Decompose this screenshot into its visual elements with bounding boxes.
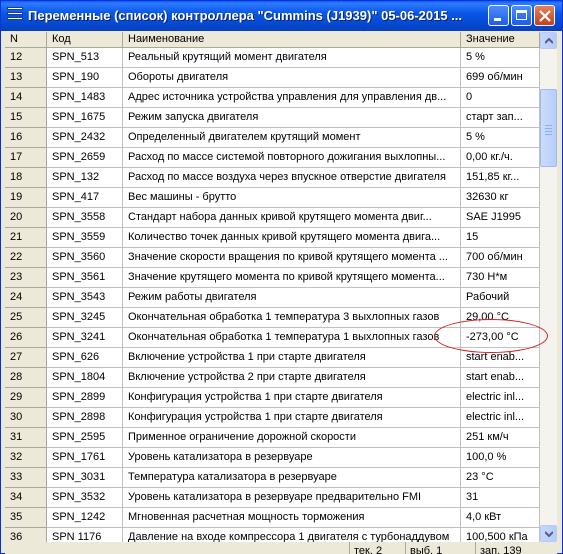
cell-code: SPN_3558 <box>47 208 123 228</box>
cell-value: 4,0 кВт <box>461 508 540 528</box>
table-row[interactable] <box>5 528 540 542</box>
cell-value: SAE J1995 <box>461 208 540 228</box>
cell-name: Уровень катализатора в резервуаре предварительно FMI <box>123 488 461 508</box>
cell-value: start enab... <box>461 368 540 388</box>
cell-code: SPN_3245 <box>47 308 123 328</box>
window-title: Переменные (список) контроллера "Cummins (J1939)" 05-06-2015 ... <box>28 8 463 23</box>
cell-code: SPN_2899 <box>47 388 123 408</box>
column-header-n[interactable]: N <box>5 32 47 48</box>
cell-name: Конфигурация устройства 1 при старте двигателя <box>123 408 461 428</box>
cell-code: SPN_1804 <box>47 368 123 388</box>
status-current: тек. 2 <box>349 542 401 554</box>
cell-n: 18 <box>5 168 47 188</box>
cell-code: SPN_3561 <box>47 268 123 288</box>
cell-value: 5 % <box>461 128 540 148</box>
cell-value: Рабочий <box>461 288 540 308</box>
table-row[interactable] <box>5 88 540 108</box>
cell-value: 23 °C <box>461 468 540 488</box>
cell-value: старт зап... <box>461 108 540 128</box>
cell-n: 23 <box>5 268 47 288</box>
cell-name: Значение крутящего момента по кривой крутящего момента... <box>123 268 461 288</box>
arrow-down-icon <box>545 531 553 537</box>
cell-name: Расход по массе воздуха через впускное отверстие двигателя <box>123 168 461 188</box>
cell-n: 15 <box>5 108 47 128</box>
arrow-up-icon <box>545 38 553 44</box>
cell-code: SPN_513 <box>47 48 123 68</box>
cell-n: 13 <box>5 68 47 88</box>
cell-n: 33 <box>5 468 47 488</box>
cell-value: -273,00 °C <box>461 328 540 348</box>
cell-value: 151,85 кг... <box>461 168 540 188</box>
cell-code: SPN_3532 <box>47 488 123 508</box>
cell-n: 28 <box>5 368 47 388</box>
cell-name: Окончательная обработка 1 температура 3 выхлопных газов <box>123 308 461 328</box>
close-button[interactable] <box>534 5 555 26</box>
cell-n: 36 <box>5 528 47 542</box>
cell-name: Включение устройства 1 при старте двигателя <box>123 348 461 368</box>
cell-value: electric inl... <box>461 388 540 408</box>
cell-value: 0 <box>461 88 540 108</box>
cell-n: 34 <box>5 488 47 508</box>
close-icon <box>539 10 551 22</box>
table-row[interactable] <box>5 468 540 488</box>
cell-name: Давление на входе компрессора 1 двигателя с турбонаддувом <box>123 528 461 542</box>
cell-value: 700 об/мин <box>461 248 540 268</box>
table-row[interactable] <box>5 488 540 508</box>
scrollbar-thumb[interactable] <box>540 89 557 167</box>
cell-name: Реальный крутящий момент двигателя <box>123 48 461 68</box>
cell-code: SPN_417 <box>47 188 123 208</box>
cell-name: Применное ограничение дорожной скорости <box>123 428 461 448</box>
cell-value: 5 % <box>461 48 540 68</box>
cell-n: 21 <box>5 228 47 248</box>
cell-n: 30 <box>5 408 47 428</box>
cell-value: 15 <box>461 228 540 248</box>
cell-value: 699 об/мин <box>461 68 540 88</box>
status-selected: выб. 1 <box>405 542 473 554</box>
status-bar <box>5 542 557 554</box>
cell-n: 27 <box>5 348 47 368</box>
table-row[interactable] <box>5 428 540 448</box>
cell-code: SPN_2659 <box>47 148 123 168</box>
table-row[interactable] <box>5 168 540 188</box>
cell-value: 730 Н*м <box>461 268 540 288</box>
table-row[interactable] <box>5 508 540 528</box>
cell-name: Значение скорости вращения по кривой крутящего момента ... <box>123 248 461 268</box>
cell-name: Вес машины - брутто <box>123 188 461 208</box>
scroll-down-button[interactable] <box>540 525 557 542</box>
cell-value: start enab... <box>461 348 540 368</box>
scroll-up-button[interactable] <box>540 32 557 49</box>
table-row[interactable] <box>5 68 540 88</box>
cell-n: 17 <box>5 148 47 168</box>
cell-code: SPN_1761 <box>47 448 123 468</box>
red-annotation-ellipse <box>434 319 548 353</box>
column-header-code[interactable]: Код <box>47 32 123 48</box>
table-header <box>5 32 540 48</box>
cell-name: Расход по массе системой повторного дожигания выхлопны... <box>123 148 461 168</box>
cell-name: Включение устройства 2 при старте двигателя <box>123 368 461 388</box>
cell-code: SPN_3560 <box>47 248 123 268</box>
cell-name: Стандарт набора данных кривой крутящего момента двиг... <box>123 208 461 228</box>
cell-n: 29 <box>5 388 47 408</box>
status-records: зап. 139 <box>475 542 555 554</box>
cell-name: Окончательная обработка 1 температура 1 выхлопных газов <box>123 328 461 348</box>
cell-n: 24 <box>5 288 47 308</box>
cell-n: 32 <box>5 448 47 468</box>
window-menu-icon[interactable] <box>7 7 23 24</box>
table-row[interactable] <box>5 228 540 248</box>
table-row[interactable] <box>5 408 540 428</box>
cell-n: 14 <box>5 88 47 108</box>
table-row[interactable] <box>5 368 540 388</box>
cell-name: Обороты двигателя <box>123 68 461 88</box>
cell-value: 32630 кг <box>461 188 540 208</box>
table-row[interactable] <box>5 268 540 288</box>
table-row[interactable] <box>5 128 540 148</box>
title-bar[interactable] <box>1 1 562 31</box>
table-row[interactable] <box>5 188 540 208</box>
cell-name: Количество точек данных кривой крутящего момента двига... <box>123 228 461 248</box>
cell-code: SPN 1176 <box>47 528 123 542</box>
cell-value: 100,500 кПа <box>461 528 540 542</box>
cell-value: 100,0 % <box>461 448 540 468</box>
table-row[interactable] <box>5 348 540 368</box>
table-row[interactable] <box>5 48 540 68</box>
cell-name: Адрес источника устройства управления для управления дв... <box>123 88 461 108</box>
table-row[interactable] <box>5 148 540 168</box>
cell-n: 22 <box>5 248 47 268</box>
cell-name: Режим запуска двигателя <box>123 108 461 128</box>
cell-code: SPN_1242 <box>47 508 123 528</box>
table-row[interactable] <box>5 208 540 228</box>
table-row[interactable] <box>5 108 540 128</box>
cell-value: 251 км/ч <box>461 428 540 448</box>
cell-value: 29,00 °C <box>461 308 540 328</box>
cell-n: 19 <box>5 188 47 208</box>
cell-n: 25 <box>5 308 47 328</box>
cell-value: electric inl... <box>461 408 540 428</box>
cell-code: SPN_2595 <box>47 428 123 448</box>
cell-n: 26 <box>5 328 47 348</box>
variables-table[interactable] <box>5 32 540 542</box>
cell-name: Уровень катализатора в резервуаре <box>123 448 461 468</box>
column-header-value[interactable]: Значение <box>461 32 540 48</box>
maximize-button[interactable] <box>511 5 532 26</box>
cell-code: SPN_3031 <box>47 468 123 488</box>
cell-code: SPN_2432 <box>47 128 123 148</box>
minimize-button[interactable] <box>488 5 509 26</box>
cell-name: Конфигурация устройства 1 при старте двигателя <box>123 388 461 408</box>
cell-code: SPN_132 <box>47 168 123 188</box>
table-row[interactable] <box>5 288 540 308</box>
cell-n: 31 <box>5 428 47 448</box>
cell-value: 31 <box>461 488 540 508</box>
table-row[interactable] <box>5 448 540 468</box>
cell-code: SPN_3559 <box>47 228 123 248</box>
cell-code: SPN_3543 <box>47 288 123 308</box>
table-row[interactable] <box>5 388 540 408</box>
cell-n: 35 <box>5 508 47 528</box>
cell-code: SPN_1483 <box>47 88 123 108</box>
cell-name: Мгновенная расчетная мощность торможения <box>123 508 461 528</box>
cell-code: SPN_626 <box>47 348 123 368</box>
cell-code: SPN_3241 <box>47 328 123 348</box>
vertical-scrollbar[interactable] <box>540 32 557 542</box>
cell-code: SPN_2898 <box>47 408 123 428</box>
cell-n: 16 <box>5 128 47 148</box>
table-row[interactable] <box>5 248 540 268</box>
cell-n: 12 <box>5 48 47 68</box>
cell-code: SPN_190 <box>47 68 123 88</box>
cell-name: Температура катализатора в резервуаре <box>123 468 461 488</box>
column-header-name[interactable]: Наименование <box>123 32 461 48</box>
cell-name: Определенный двигателем крутящий момент <box>123 128 461 148</box>
cell-name: Режим работы двигателя <box>123 288 461 308</box>
table-body <box>5 48 540 542</box>
cell-value: 0,00 кг./ч. <box>461 148 540 168</box>
cell-n: 20 <box>5 208 47 228</box>
cell-code: SPN_1675 <box>47 108 123 128</box>
